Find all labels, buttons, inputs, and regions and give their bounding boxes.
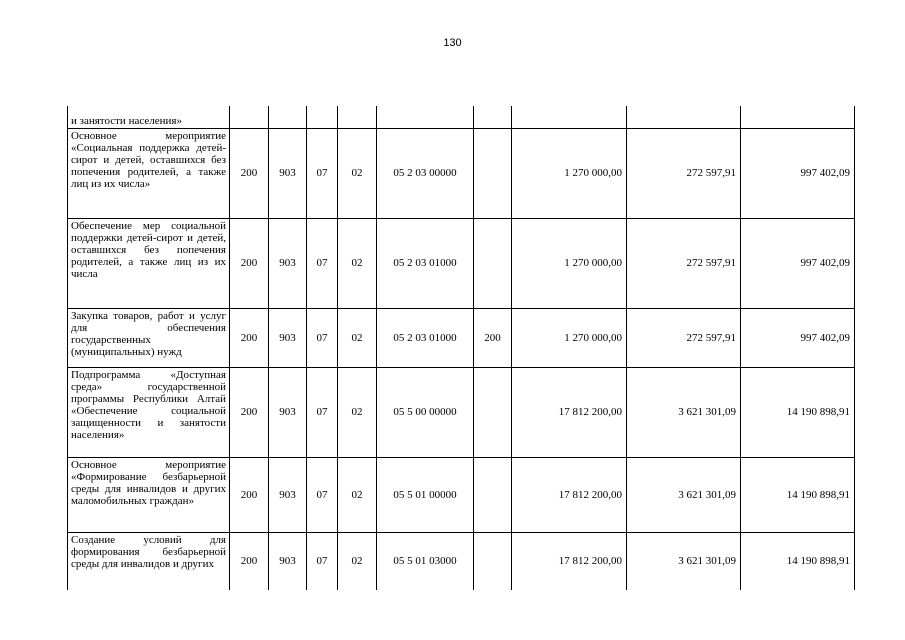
- table-row: [68, 457, 855, 532]
- cell-c6: [474, 367, 512, 457]
- table-row: [68, 367, 855, 457]
- cell-c2: 903: [269, 308, 307, 367]
- row-name: Основное мероприятие «Формирование безбарьерной среды для инвалидов и других маломобильных граждан»: [68, 457, 230, 532]
- table-row: [68, 308, 855, 367]
- table-row: [68, 532, 855, 590]
- cell-c3: 07: [307, 367, 338, 457]
- cell-c5: 05 5 01 03000: [377, 532, 474, 590]
- cell-c6: 200: [474, 308, 512, 367]
- cell-c7: 17 812 200,00: [512, 457, 627, 532]
- row-name: и занятости населения»: [68, 106, 230, 128]
- cell-c8: [627, 106, 741, 128]
- cell-c8: 3 621 301,09: [627, 457, 741, 532]
- cell-c8: 272 597,91: [627, 308, 741, 367]
- cell-c3: 07: [307, 308, 338, 367]
- cell-c9: 997 402,09: [741, 218, 855, 308]
- cell-c8: 272 597,91: [627, 128, 741, 218]
- cell-c6: [474, 106, 512, 128]
- cell-c4: 02: [338, 457, 377, 532]
- row-name: Обеспечение мер социальной поддержки детей-сирот и детей, оставшихся без попечения родителей, а также лиц из их числа: [68, 218, 230, 308]
- cell-c7: [512, 106, 627, 128]
- row-name: Закупка товаров, работ и услуг для обеспечения государственных (муниципальных) нужд: [68, 308, 230, 367]
- cell-c6: [474, 457, 512, 532]
- cell-c4: 02: [338, 308, 377, 367]
- page-number: 130: [443, 37, 462, 49]
- cell-c8: 3 621 301,09: [627, 367, 741, 457]
- cell-c9: 14 190 898,91: [741, 457, 855, 532]
- table-row: [68, 218, 855, 308]
- table-row: [68, 106, 855, 128]
- cell-c2: 903: [269, 457, 307, 532]
- cell-c7: 1 270 000,00: [512, 218, 627, 308]
- cell-c1: 200: [230, 308, 269, 367]
- cell-c1: 200: [230, 532, 269, 590]
- row-name: Подпрограмма «Доступная среда» государственной программы Республики Алтай «Обеспечение социальной защищенности и занятости населения»: [68, 367, 230, 457]
- cell-c7: 17 812 200,00: [512, 532, 627, 590]
- cell-c4: 02: [338, 367, 377, 457]
- cell-c1: 200: [230, 128, 269, 218]
- cell-c9: 997 402,09: [741, 308, 855, 367]
- cell-c8: 272 597,91: [627, 218, 741, 308]
- cell-c6: [474, 218, 512, 308]
- cell-c5: [377, 106, 474, 128]
- row-name: Создание условий для формирования безбарьерной среды для инвалидов и других: [68, 532, 230, 590]
- table-row: [68, 128, 855, 218]
- cell-c3: 07: [307, 128, 338, 218]
- cell-c9: [741, 106, 855, 128]
- cell-c3: 07: [307, 532, 338, 590]
- cell-c2: [269, 106, 307, 128]
- cell-c5: 05 5 01 00000: [377, 457, 474, 532]
- cell-c4: 02: [338, 218, 377, 308]
- cell-c2: 903: [269, 367, 307, 457]
- budget-table: [67, 106, 855, 590]
- cell-c5: 05 5 00 00000: [377, 367, 474, 457]
- cell-c2: 903: [269, 532, 307, 590]
- row-name: Основное мероприятие «Социальная поддержка детей-сирот и детей, оставшихся без попечения родителей, а также лиц из их числа»: [68, 128, 230, 218]
- cell-c5: 05 2 03 00000: [377, 128, 474, 218]
- cell-c6: [474, 128, 512, 218]
- cell-c1: 200: [230, 367, 269, 457]
- cell-c1: 200: [230, 457, 269, 532]
- cell-c3: 07: [307, 218, 338, 308]
- cell-c1: 200: [230, 218, 269, 308]
- cell-c9: 997 402,09: [741, 128, 855, 218]
- cell-c5: 05 2 03 01000: [377, 308, 474, 367]
- cell-c1: [230, 106, 269, 128]
- cell-c5: 05 2 03 01000: [377, 218, 474, 308]
- cell-c9: 14 190 898,91: [741, 532, 855, 590]
- cell-c7: 17 812 200,00: [512, 367, 627, 457]
- cell-c9: 14 190 898,91: [741, 367, 855, 457]
- cell-c4: [338, 106, 377, 128]
- cell-c8: 3 621 301,09: [627, 532, 741, 590]
- cell-c4: 02: [338, 532, 377, 590]
- cell-c6: [474, 532, 512, 590]
- cell-c3: 07: [307, 457, 338, 532]
- cell-c7: 1 270 000,00: [512, 308, 627, 367]
- cell-c4: 02: [338, 128, 377, 218]
- cell-c2: 903: [269, 128, 307, 218]
- cell-c3: [307, 106, 338, 128]
- cell-c2: 903: [269, 218, 307, 308]
- cell-c7: 1 270 000,00: [512, 128, 627, 218]
